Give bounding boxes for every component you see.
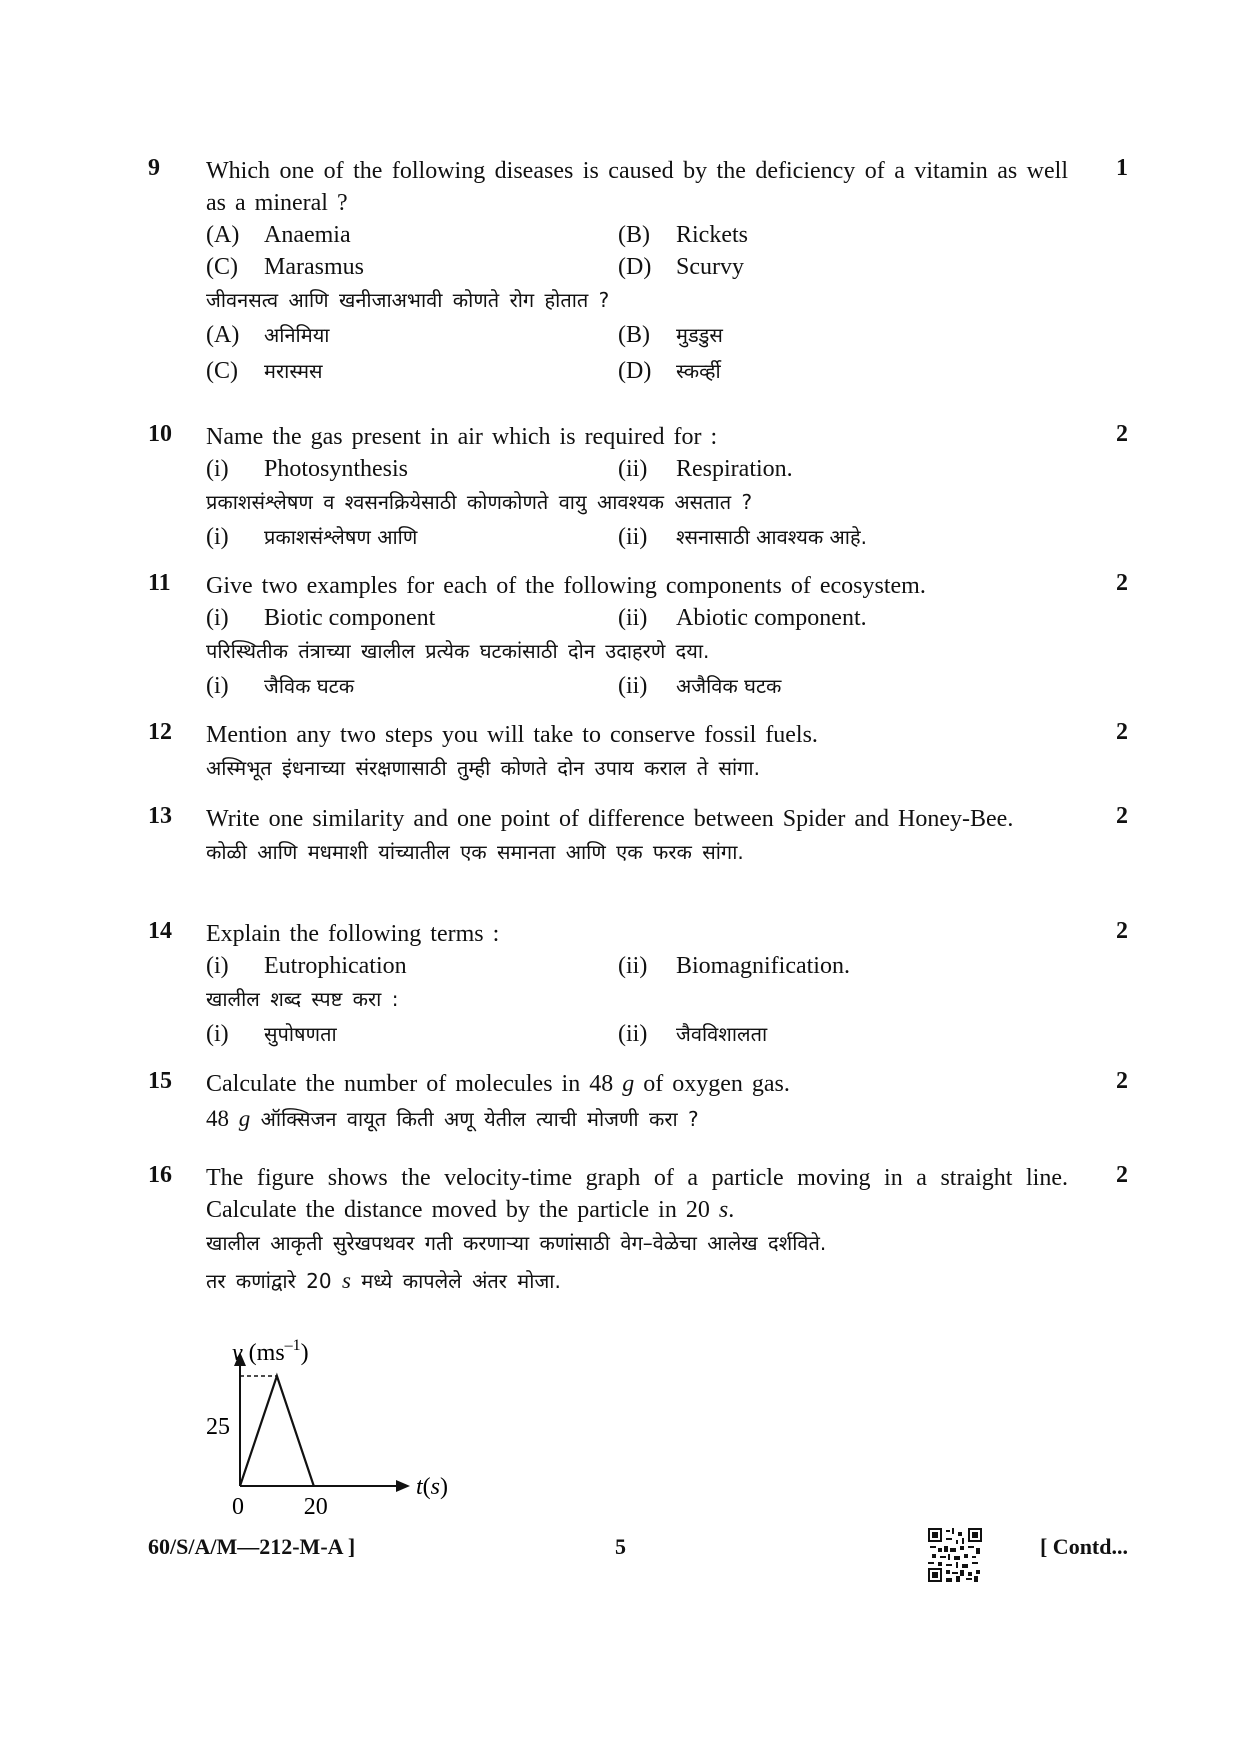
question-marks: 2 [1116, 570, 1128, 596]
page-number: 5 [615, 1534, 626, 1559]
question-number: 16 [148, 1162, 172, 1188]
question-text-english: Which one of the following diseases is caused by the deficiency of a vitamin as well as a mineral ? [206, 158, 1068, 216]
option-ii-english: (ii) Respiration. [618, 456, 793, 482]
question-marks: 2 [1116, 421, 1128, 447]
option-c-english: (C) Marasmus [206, 254, 364, 280]
question-marks: 2 [1116, 719, 1128, 745]
question-marks: 2 [1116, 918, 1128, 944]
question-number: 10 [148, 421, 172, 447]
option-b-marathi: (B) मुडडुस [618, 322, 723, 348]
option-i-marathi: (i) प्रकाशसंश्लेषण आणि [206, 524, 418, 550]
option-ii-marathi: (ii) श्सनासाठी आवश्यक आहे. [618, 524, 867, 550]
option-a-marathi: (A) अनिमिया [206, 322, 330, 348]
x-axis-arrow [396, 1480, 410, 1492]
question-text-english: Calculate the number of molecules in 48 g of oxygen gas. [206, 1071, 790, 1097]
origin-label: 0 [232, 1494, 244, 1520]
question-15 [148, 1068, 1128, 1136]
question-text-english: Mention any two steps you will take to conserve fossil fuels. [206, 722, 818, 748]
x-tick-label: 20 [303, 1494, 328, 1520]
option-i-marathi: (i) जैविक घटक [206, 673, 355, 699]
question-number: 15 [148, 1068, 172, 1094]
page-footer [148, 1534, 1128, 1594]
option-b-english: (B) Rickets [618, 222, 748, 248]
question-text-marathi: 48 g ऑक्सिजन वायूत किती अणू येतील त्याची मोजणी करा ? [206, 1106, 699, 1131]
question-text-marathi: खालील शब्द स्पष्ट करा : [206, 987, 399, 1011]
question-text-english: Name the gas present in air which is required for : [206, 424, 718, 450]
question-marks: 2 [1116, 1068, 1128, 1094]
option-ii-english: (ii) Abiotic component. [618, 605, 867, 631]
question-text-english: Explain the following terms : [206, 921, 500, 947]
option-ii-marathi: (ii) अजैविक घटक [618, 673, 782, 699]
option-ii-marathi: (ii) जैवविशालता [618, 1021, 768, 1047]
question-14 [148, 918, 1128, 1052]
question-11 [148, 570, 1128, 704]
option-i-english: (i) Eutrophication [206, 953, 407, 979]
question-text-english: The figure shows the velocity-time graph of a particle moving in a straight line. Calculate the distance moved by the particle in 20 s. [206, 1165, 1068, 1223]
question-marks: 2 [1116, 803, 1128, 829]
question-13 [148, 803, 1128, 869]
option-i-english: (i) Photosynthesis [206, 456, 409, 482]
y-tick-label: 25 [206, 1414, 230, 1440]
question-text-marathi: अस्मिभूत इंधनाच्या संरक्षणासाठी तुम्ही कोणते दोन उपाय कराल ते सांगा. [206, 756, 760, 780]
question-text-marathi: परिस्थितीक तंत्राच्या खालील प्रत्येक घटकांसाठी दोन उदाहरणे दया. [206, 639, 710, 663]
question-9 [148, 155, 1128, 389]
question-number: 14 [148, 918, 172, 944]
question-number: 12 [148, 719, 172, 745]
question-text-marathi: जीवनसत्व आणि खनीजाअभावी कोणते रोग होतात ? [206, 288, 610, 312]
option-d-english: (D) Scurvy [618, 254, 744, 280]
question-text-english: Give two examples for each of the following components of ecosystem. [206, 573, 926, 599]
question-text-marathi: प्रकाशसंश्लेषण व श्वसनक्रियेसाठी कोणकोणते वायु आवश्यक असतात ? [206, 490, 753, 514]
question-text-english: Write one similarity and one point of difference between Spider and Honey-Bee. [206, 806, 1014, 832]
y-axis-label: v $(ms^{-1})$ [232, 1337, 309, 1366]
option-c-marathi: (C) मरास्मस [206, 358, 323, 384]
paper-code: 60/S/A/M—212-M-A ] [148, 1534, 356, 1559]
option-i-english: (i) Biotic component [206, 605, 436, 631]
question-text-marathi: कोळी आणि मधमाशी यांच्यातील एक समानता आणि एक फरक सांगा. [206, 840, 744, 864]
option-a-english: (A) Anaemia [206, 222, 351, 248]
question-marks: 1 [1116, 155, 1128, 181]
question-number: 9 [148, 155, 160, 181]
question-marks: 2 [1116, 1162, 1128, 1188]
continued-label: [ Contd... [1039, 1534, 1128, 1559]
option-d-marathi: (D) स्कर्व्ही [618, 358, 721, 384]
question-12 [148, 719, 1128, 785]
question-text-marathi-line1: खालील आकृती सुरेखपथवर गती करणाऱ्या कणांसाठी वेग–वेळेचा आलेख दर्शविते. [206, 1231, 827, 1255]
x-axis-label: t(s) [416, 1474, 449, 1500]
velocity-time-graph [190, 1320, 470, 1520]
option-i-marathi: (i) सुपोषणता [206, 1021, 337, 1047]
option-ii-english: (ii) Biomagnification. [618, 953, 850, 979]
question-number: 13 [148, 803, 172, 829]
question-text-marathi-line2: तर कणांद्वारे 20 s मध्ये कापलेले अंतर मोजा. [206, 1268, 561, 1293]
qr-code-icon [928, 1528, 982, 1582]
velocity-curve [240, 1376, 314, 1486]
question-16 [148, 1162, 1128, 1298]
question-number: 11 [148, 570, 171, 596]
question-10 [148, 421, 1128, 555]
